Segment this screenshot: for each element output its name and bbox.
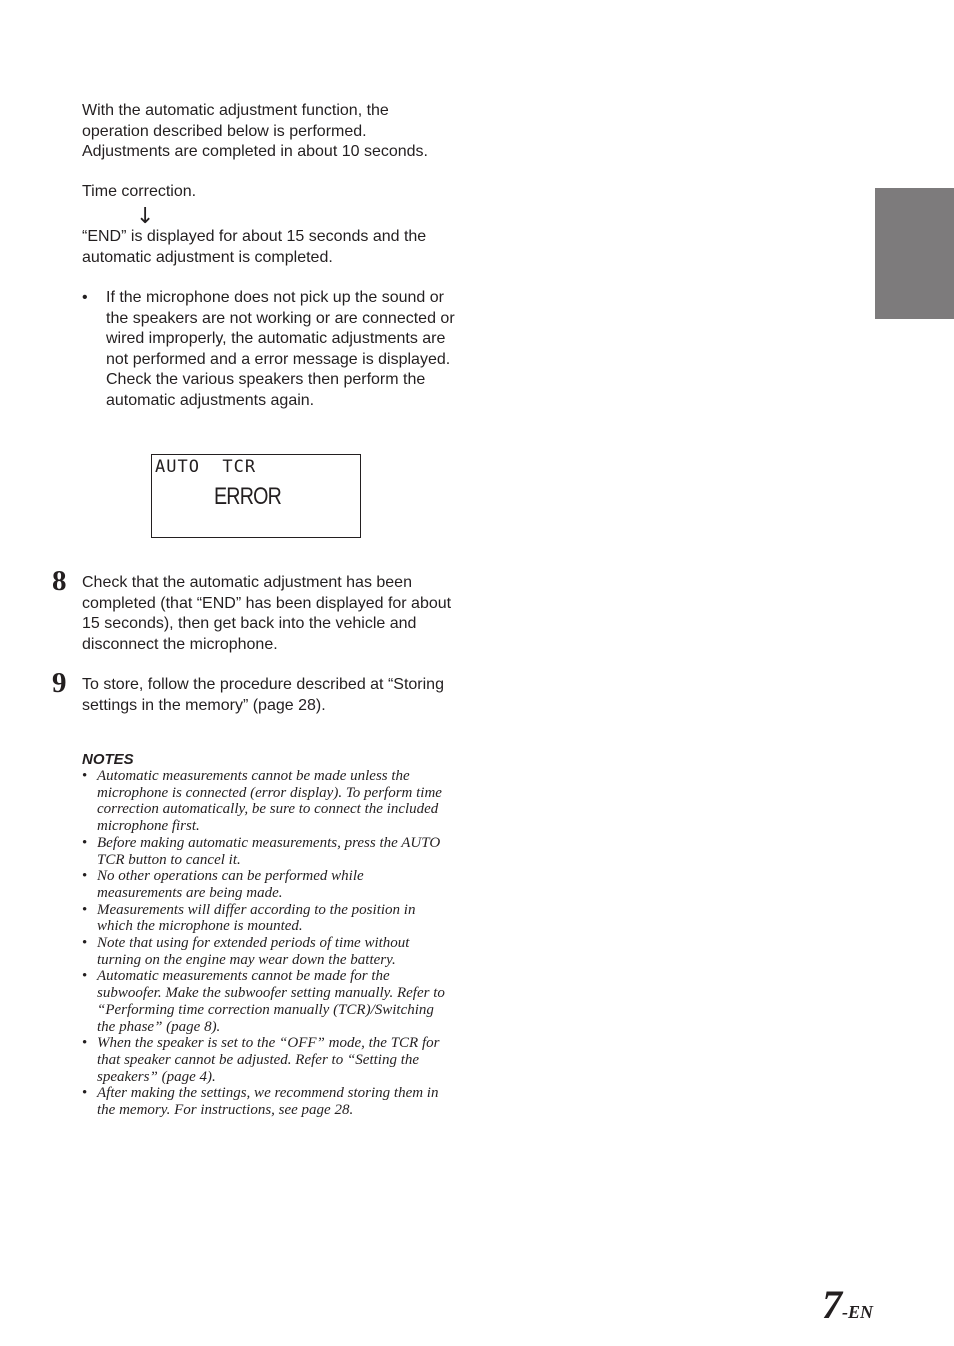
note-bullet: •: [82, 1085, 88, 1102]
note-item: [82, 768, 452, 835]
step-8-number: 8: [52, 565, 67, 597]
step-8-text: Check that the automatic adjustment has been completed (that “END” has been displayed for about 15 seconds), then get back into the vehicle and disconnect the microphone.: [82, 574, 452, 653]
note-item: [82, 868, 452, 901]
note-item: [82, 902, 452, 935]
section-side-tab: [875, 188, 954, 319]
display-top-line: AUTO TCR: [155, 457, 257, 477]
note-item: [82, 1035, 452, 1085]
down-arrow-icon: ↓: [136, 204, 155, 229]
note-item: [82, 1085, 452, 1118]
note-text: Before making automatic measurements, press the AUTO TCR button to cancel it.: [97, 834, 441, 868]
note-text: Note that using for extended periods of time without turning on the engine may wear down the battery.: [97, 935, 410, 968]
end-description: “END” is displayed for about 15 seconds and the automatic adjustment is completed.: [82, 228, 427, 266]
note-bullet: •: [82, 935, 88, 952]
notes-list: [82, 768, 452, 1119]
note-bullet: •: [82, 1035, 88, 1052]
note-text: When the speaker is set to the “OFF” mode, the TCR for that speaker cannot be adjusted. Refer to “Setting the speakers” (page 4).: [97, 1035, 440, 1085]
page-number-digit: 7: [822, 1282, 842, 1327]
step-9-text: To store, follow the procedure described at “Storing settings in the memory” (page 28).: [82, 676, 444, 714]
intro-line: Adjustments are completed in about 10 seconds.: [82, 143, 428, 160]
intro-paragraph: [82, 101, 462, 163]
note-bullet: •: [82, 868, 88, 885]
note-text: Measurements will differ according to the position in which the microphone is mounted.: [97, 901, 416, 935]
bullet-followup: Check the various speakers then perform the automatic adjustments again.: [106, 371, 426, 409]
note-text: Automatic measurements cannot be made unless the microphone is connected (error display). To perform time correction automatically, be sure to connect the included microphone first.: [97, 768, 442, 835]
note-item: [82, 968, 452, 1035]
display-error-text: ERROR: [214, 483, 281, 510]
intro-line: operation described below is performed.: [82, 122, 367, 140]
note-text: Automatic measurements cannot be made for the subwoofer. Make the subwoofer setting manually. Refer to “Performing time correction manually (TCR)/Switching the phase” (page 8).: [97, 968, 445, 1035]
note-item: [82, 935, 452, 968]
step-9-number: 9: [52, 667, 67, 699]
note-bullet: •: [82, 834, 88, 851]
page-number: [822, 1281, 873, 1328]
bullet-text: If the microphone does not pick up the sound or the speakers are not working or are connected or wired improperly, the automatic adjustments are not performed and a error message is displayed.: [106, 289, 455, 368]
error-bullet: [82, 288, 462, 411]
note-text: No other operations can be performed while measurements are being made.: [97, 868, 364, 901]
intro-line: With the automatic adjustment function, the: [82, 102, 389, 119]
display-illustration: [151, 454, 361, 538]
note-bullet: •: [82, 768, 88, 784]
page-number-suffix: -EN: [842, 1302, 873, 1322]
note-bullet: •: [82, 901, 88, 918]
note-text: After making the settings, we recommend storing them in the memory. For instructions, see page 28.: [97, 1085, 439, 1119]
bullet-icon: •: [82, 289, 88, 306]
notes-title: NOTES: [82, 751, 134, 768]
time-correction-label: Time correction.: [82, 183, 197, 200]
note-bullet: •: [82, 968, 88, 985]
note-item: [82, 835, 452, 868]
